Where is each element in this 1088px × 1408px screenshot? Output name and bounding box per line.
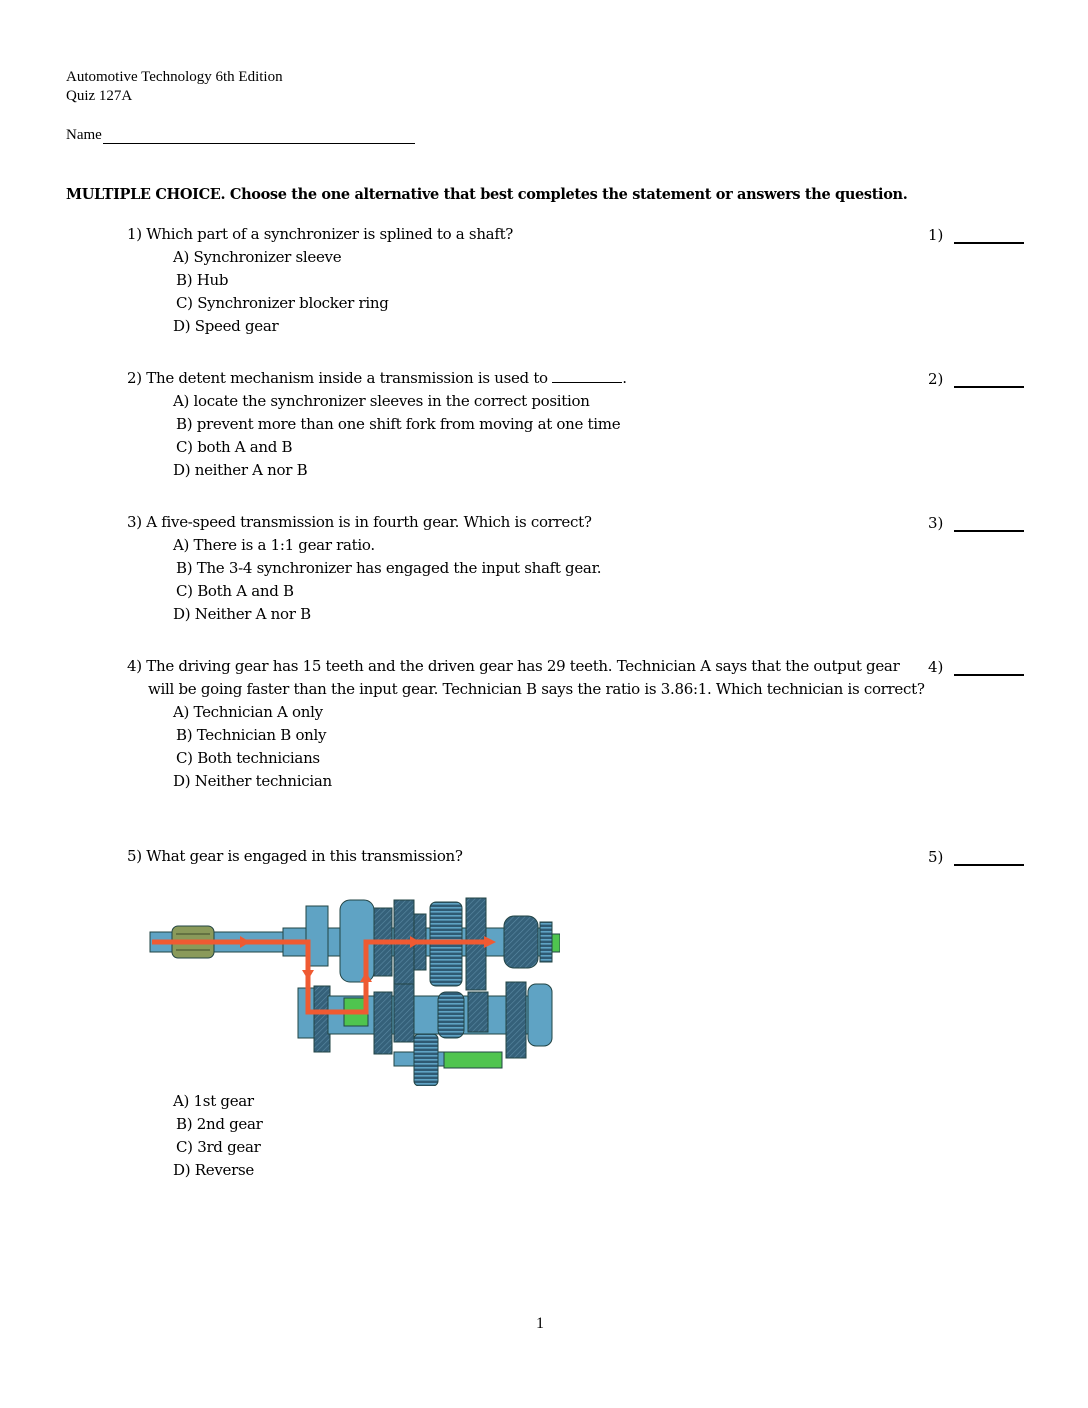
answer-slot-1 xyxy=(928,226,1024,244)
answer-blank[interactable] xyxy=(954,226,1024,244)
choice-c[interactable]: C) 3rd gear xyxy=(176,1138,261,1156)
question-stem: 3) A five-speed transmission is in fourth gear. Which is correct? xyxy=(127,513,592,531)
transmission-power-flow-diagram xyxy=(148,886,560,1086)
choice-b[interactable]: B) 2nd gear xyxy=(176,1115,263,1133)
choice-d[interactable]: D) Neither technician xyxy=(173,772,332,790)
choice-d[interactable]: D) Neither A nor B xyxy=(173,605,311,623)
answer-blank[interactable] xyxy=(954,658,1024,676)
stem-text: 2) The detent mechanism inside a transmission is used to xyxy=(127,369,553,387)
question-5 xyxy=(127,845,917,868)
answer-blank[interactable] xyxy=(954,848,1024,866)
question-stem: 1) Which part of a synchronizer is splined to a shaft? xyxy=(127,225,514,243)
question-1 xyxy=(127,223,917,338)
answer-number: 3) xyxy=(928,514,944,532)
question-2 xyxy=(127,367,917,482)
stem-period: . xyxy=(622,369,627,387)
name-label: Name xyxy=(66,127,102,143)
question-4 xyxy=(127,655,925,793)
choice-c[interactable]: C) Both A and B xyxy=(176,582,294,600)
question-stem: 4) The driving gear has 15 teeth and the driven gear has 29 teeth. Technician A says that the output gear will be going faster than the input gear. Technician B says the ratio is 3.86:1. Which technician is correct? xyxy=(127,657,925,698)
choice-c[interactable]: C) both A and B xyxy=(176,438,293,456)
answer-number: 2) xyxy=(928,370,944,388)
choice-a[interactable]: A) 1st gear xyxy=(173,1092,254,1110)
name-field-row xyxy=(66,125,415,144)
fill-in-blank xyxy=(552,368,622,383)
answer-slot-5 xyxy=(928,848,1024,866)
answer-blank[interactable] xyxy=(954,514,1024,532)
name-input-line[interactable] xyxy=(103,125,415,144)
answer-slot-2 xyxy=(928,370,1024,388)
choice-d[interactable]: D) Speed gear xyxy=(173,317,279,335)
answer-blank[interactable] xyxy=(954,370,1024,388)
answer-slot-4 xyxy=(928,658,1024,676)
question-5-choices xyxy=(127,1090,917,1182)
choice-a[interactable]: A) Synchronizer sleeve xyxy=(173,248,342,266)
choice-b[interactable]: B) The 3-4 synchronizer has engaged the input shaft gear. xyxy=(176,559,602,577)
choice-b[interactable]: B) prevent more than one shift fork from moving at one time xyxy=(176,415,621,433)
choice-a[interactable]: A) locate the synchronizer sleeves in the correct position xyxy=(173,392,590,410)
choice-b[interactable]: B) Technician B only xyxy=(176,726,327,744)
quiz-title: Quiz 127A xyxy=(66,88,133,104)
question-stem: 5) What gear is engaged in this transmission? xyxy=(127,847,463,865)
choice-d[interactable]: D) neither A nor B xyxy=(173,461,308,479)
choice-c[interactable]: C) Synchronizer blocker ring xyxy=(176,294,389,312)
choice-a[interactable]: A) There is a 1:1 gear ratio. xyxy=(173,536,375,554)
answer-number: 1) xyxy=(928,226,944,244)
question-3 xyxy=(127,511,917,626)
instructions: MULTIPLE CHOICE. Choose the one alternative that best completes the statement or answers the question. xyxy=(66,186,908,203)
answer-slot-3 xyxy=(928,514,1024,532)
choice-d[interactable]: D) Reverse xyxy=(173,1161,254,1179)
choice-b[interactable]: B) Hub xyxy=(176,271,229,289)
question-stem xyxy=(127,367,917,390)
choice-c[interactable]: C) Both technicians xyxy=(176,749,320,767)
page-number: 1 xyxy=(536,1315,544,1332)
choice-a[interactable]: A) Technician A only xyxy=(173,703,323,721)
answer-number: 4) xyxy=(928,658,944,676)
answer-number: 5) xyxy=(928,848,944,866)
book-title: Automotive Technology 6th Edition xyxy=(66,69,283,85)
